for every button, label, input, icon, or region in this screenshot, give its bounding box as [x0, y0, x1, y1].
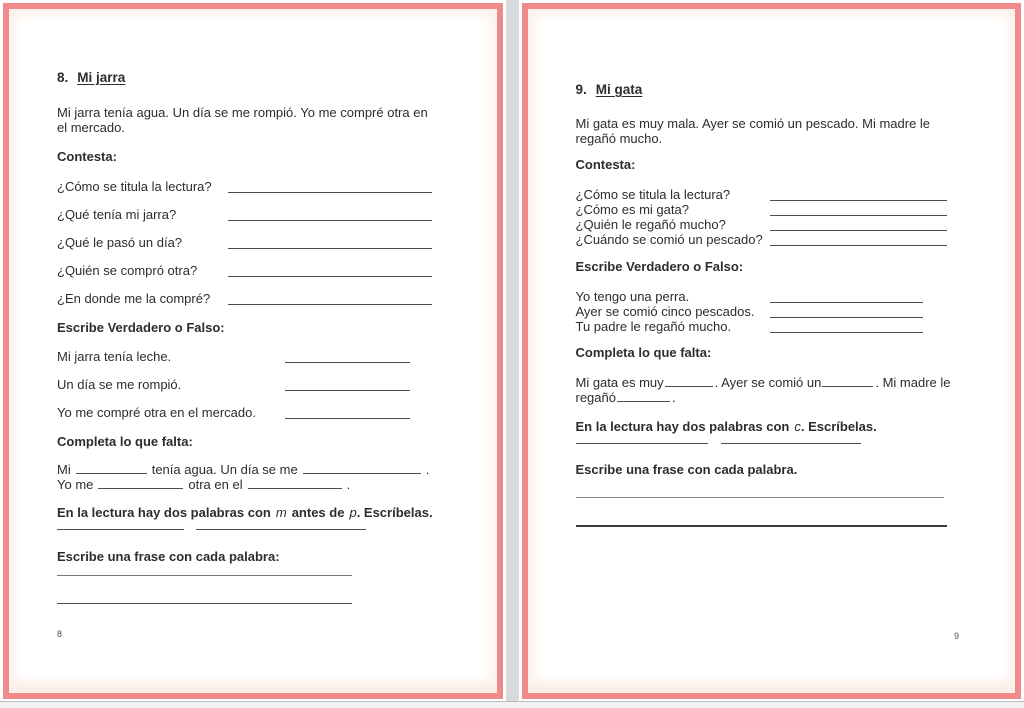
question-label: ¿Qué tenía mi jarra? [57, 207, 177, 222]
page-title [57, 70, 459, 86]
answer-blank [228, 294, 432, 305]
question-label: ¿Quién le regañó mucho? [575, 217, 726, 232]
fill-in-text: regañó [575, 389, 616, 405]
document-page-right [519, 0, 1024, 701]
inline-blank [98, 478, 183, 489]
true-false-group [576, 290, 978, 333]
inline-blank [248, 478, 342, 489]
section-heading-contesta: Contesta: [57, 149, 117, 164]
question-row [57, 180, 459, 193]
exercise-number: 9. [575, 82, 587, 97]
answer-blank [285, 380, 410, 391]
statement-label: Yo tengo una perra. [575, 289, 690, 304]
section-heading-verdadero-falso: Escribe Verdadero o Falso: [57, 320, 225, 335]
question-row [576, 218, 978, 231]
answer-blank [770, 235, 947, 246]
heading-text: En la lectura hay dos palabras con [57, 505, 271, 520]
question-label: ¿Cómo es mi gata? [575, 202, 689, 217]
fill-in-paragraph [576, 376, 978, 405]
section-heading-frase: Escribe una frase con cada palabra: [57, 549, 280, 564]
italic-letter-m: m [275, 505, 287, 520]
question-label: ¿Quién se compró otra? [57, 263, 198, 278]
statement-label: Yo me compré otra en el mercado. [57, 405, 256, 420]
writing-line-thick [576, 516, 947, 527]
answer-blank [228, 182, 432, 193]
statement-label: Ayer se comió cinco pescados. [575, 304, 755, 319]
section-heading-palabras [576, 420, 978, 433]
question-row [576, 188, 978, 201]
fill-in-line [576, 391, 978, 406]
page-number: 8 [57, 629, 63, 639]
section-heading-verdadero-falso: Escribe Verdadero o Falso: [575, 259, 744, 274]
page-content [528, 9, 1016, 693]
answer-blank [285, 408, 410, 419]
question-label: ¿Cómo se titula la lectura? [575, 187, 731, 202]
inline-blank [665, 376, 713, 387]
fill-in-paragraph [57, 463, 459, 492]
reading-passage: Mi jarra tenía agua. Un día se me rompió. Yo me compré otra en el mercado. [57, 105, 428, 135]
viewer-footer-strip [0, 701, 1024, 708]
fill-in-text: . [425, 462, 430, 477]
inline-blank [617, 391, 670, 402]
fill-in-text: tenía agua. Un día se me [151, 462, 298, 477]
answer-blank [228, 210, 432, 221]
exercise-title: Mi jarra [77, 70, 126, 85]
italic-letter-c: c [794, 419, 801, 434]
document-page-left [0, 0, 506, 701]
heading-text: En la lectura hay dos palabras con [575, 419, 790, 434]
fill-in-text: otra en el [188, 476, 243, 492]
question-row [576, 203, 978, 216]
section-heading-completa: Completa lo que falta: [57, 434, 193, 449]
page-frame [522, 3, 1022, 699]
questions-group [576, 188, 978, 246]
fill-in-text: Mi [57, 462, 71, 477]
fill-in-line [57, 478, 459, 493]
statement-label: Un día se me rompió. [57, 377, 182, 392]
word-blank [721, 433, 861, 444]
page-content [9, 9, 497, 693]
writing-line [57, 565, 352, 576]
heading-text: antes de [291, 505, 345, 520]
statement-row [576, 305, 978, 318]
fill-in-text: . Mi madre le [875, 375, 951, 390]
question-label: ¿En donde me la compré? [57, 291, 211, 306]
fill-in-text: . [671, 389, 676, 405]
fill-in-text: Mi gata es muy [575, 375, 664, 390]
question-row [57, 236, 459, 249]
section-heading-palabras [57, 506, 459, 519]
inline-blank [822, 376, 873, 387]
writing-line [576, 487, 944, 498]
fill-in-line [57, 463, 459, 478]
inline-blank [303, 463, 421, 474]
statement-row [57, 406, 459, 419]
italic-letter-p: p [349, 505, 357, 520]
question-row [57, 208, 459, 221]
page-frame [3, 3, 503, 699]
exercise-title: Mi gata [595, 82, 643, 97]
question-label: ¿Qué le pasó un día? [57, 235, 183, 250]
heading-text: . Escríbelas. [356, 505, 433, 520]
exercise-number: 8. [57, 70, 69, 85]
statement-row [576, 290, 978, 303]
answer-blank [770, 307, 923, 318]
answer-blank [228, 266, 432, 277]
fill-in-text: Yo me [57, 476, 94, 492]
question-row [57, 292, 459, 305]
word-blanks-pair [57, 519, 459, 531]
word-blank [196, 519, 366, 530]
section-heading-frase: Escribe una frase con cada palabra. [575, 462, 798, 477]
word-blank [57, 519, 184, 530]
answer-blank [770, 220, 947, 231]
writing-line [57, 593, 352, 604]
section-heading-contesta: Contesta: [575, 157, 636, 172]
fill-in-line [576, 376, 978, 391]
statement-row [57, 350, 459, 363]
answer-blank [285, 352, 410, 363]
question-label: ¿Cómo se titula la lectura? [57, 179, 212, 194]
fill-in-text: . Ayer se comió un [714, 375, 822, 390]
reading-passage: Mi gata es muy mala. Ayer se comió un pescado. Mi madre le regañó mucho. [575, 116, 931, 146]
answer-blank [770, 205, 947, 216]
true-false-group [57, 350, 459, 419]
heading-text: . Escríbelas. [800, 419, 877, 434]
questions-group [57, 180, 459, 305]
statement-label: Mi jarra tenía leche. [57, 349, 172, 364]
statement-row [576, 320, 978, 333]
section-heading-completa: Completa lo que falta: [575, 345, 712, 360]
question-row [576, 233, 978, 246]
statement-label: Tu padre le regañó mucho. [575, 319, 732, 334]
word-blank [576, 433, 708, 444]
question-label: ¿Cuándo se comió un pescado? [575, 232, 763, 247]
statement-row [57, 378, 459, 391]
fill-in-text: . [346, 476, 351, 492]
answer-blank [770, 190, 947, 201]
question-row [57, 264, 459, 277]
page-title [576, 82, 978, 98]
answer-blank [228, 238, 432, 249]
answer-blank [770, 322, 923, 333]
answer-blank [770, 292, 923, 303]
inline-blank [76, 463, 147, 474]
word-blanks-pair [576, 433, 978, 445]
page-number: 9 [953, 631, 959, 641]
